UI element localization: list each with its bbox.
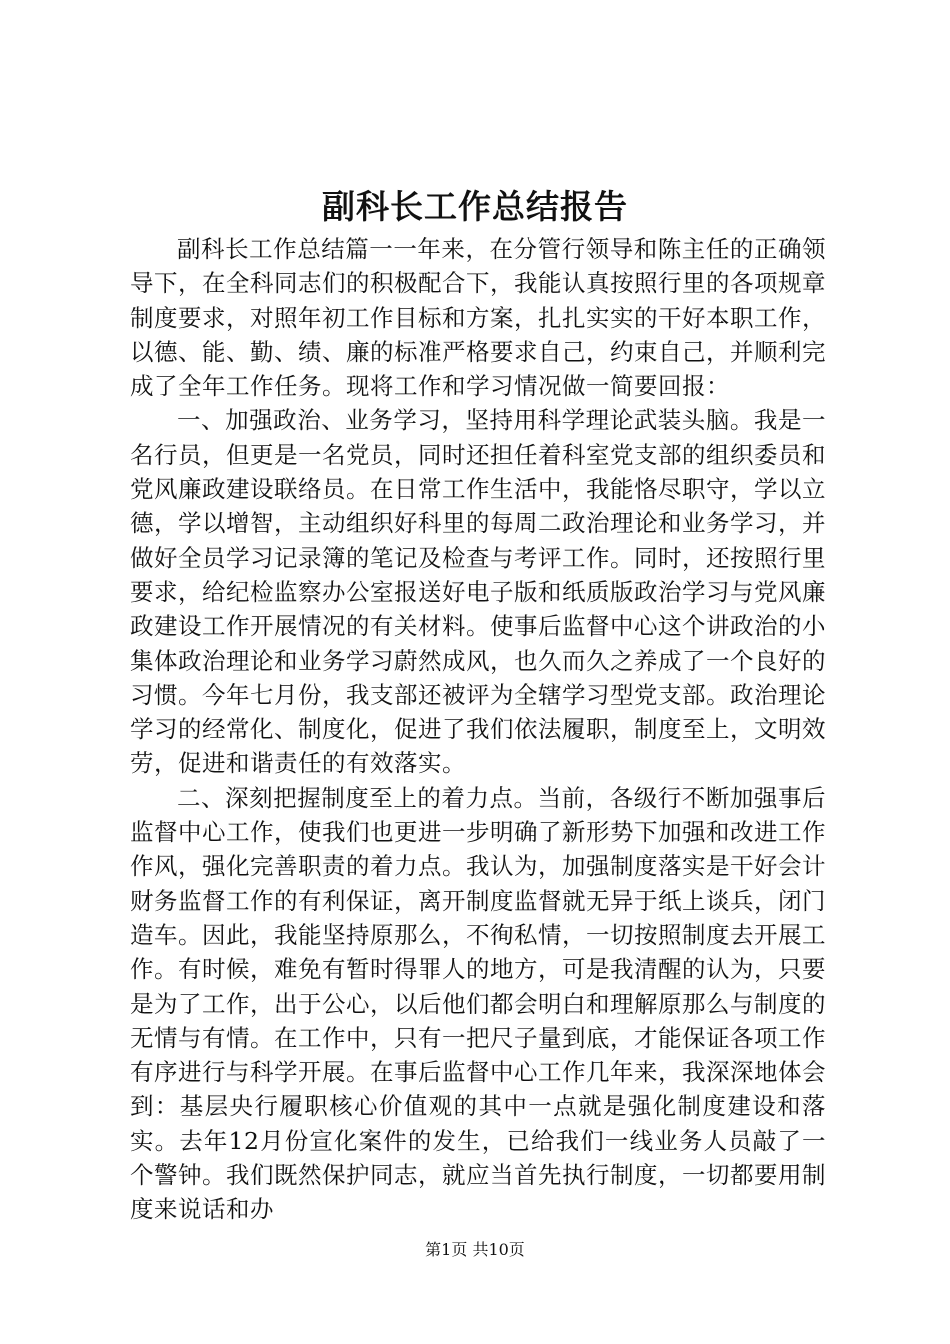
paragraph-intro: 副科长工作总结篇一一年来，在分管行领导和陈主任的正确领导下，在全科同志们的积极配合下，我能认真按照行里的各项规章制度要求，对照年初工作目标和方案，扎扎实实的干好本职工作，以德、能、勤、绩、廉的标准严格要求自己，约束自己，并顺利完成了全年工作任务。现将工作和学习情况做一简要回报： [130, 235, 826, 401]
paragraph-section-2: 二、深刻把握制度至上的着力点。当前，各级行不断加强事后监督中心工作，使我们也更进一步明确了新形势下加强和改进工作作风，强化完善职责的着力点。我认为，加强制度落实是干好会计财务监督工作的有利保证，离开制度监督就无异于纸上谈兵，闭门造车。因此，我能坚持原那么，不徇私情，一切按照制度去开展工作。有时候，难免有暂时得罪人的地方，可是我清醒的认为，只要是为了工作，出于公心，以后他们都会明白和理解原那么与制度的无情与有情。在工作中，只有一把尺子量到底，才能保证各项工作有序进行与科学开展。在事后监督中心工作几年来，我深深地体会到：基层央行履职核心价值观的其中一点就是强化制度建设和落实。去年12月份宣化案件的发生，已给我们一线业务人员敲了一个警钟。我们既然保护同志，就应当首先执行制度，一切都要用制度来说话和办 [130, 783, 826, 1224]
document-title: 副科长工作总结报告 [322, 187, 628, 226]
paragraph-section-1: 一、加强政治、业务学习，坚持用科学理论武装头脑。我是一名行员，但更是一名党员，同时还担任着科室党支部的组织委员和党风廉政建设联络员。在日常工作生活中，我能恪尽职守，学以立德，学以增智，主动组织好科里的每周二政治理论和业务学习，并做好全员学习记录簿的笔记及检查与考评工作。同时，还按照行里要求，给纪检监察办公室报送好电子版和纸质版政治学习与党风廉政建设工作开展情况的有关材料。使事后监督中心这个讲政治的小集体政治理论和业务学习蔚然成风，也久而久之养成了一个良好的习惯。今年七月份，我支部还被评为全辖学习型党支部。政治理论学习的经常化、制度化，促进了我们依法履职，制度至上，文明效劳，促进和谐责任的有效落实。 [130, 406, 826, 778]
page-footer: 第1页 共10页 [425, 1240, 525, 1259]
document-body [130, 232, 826, 1227]
